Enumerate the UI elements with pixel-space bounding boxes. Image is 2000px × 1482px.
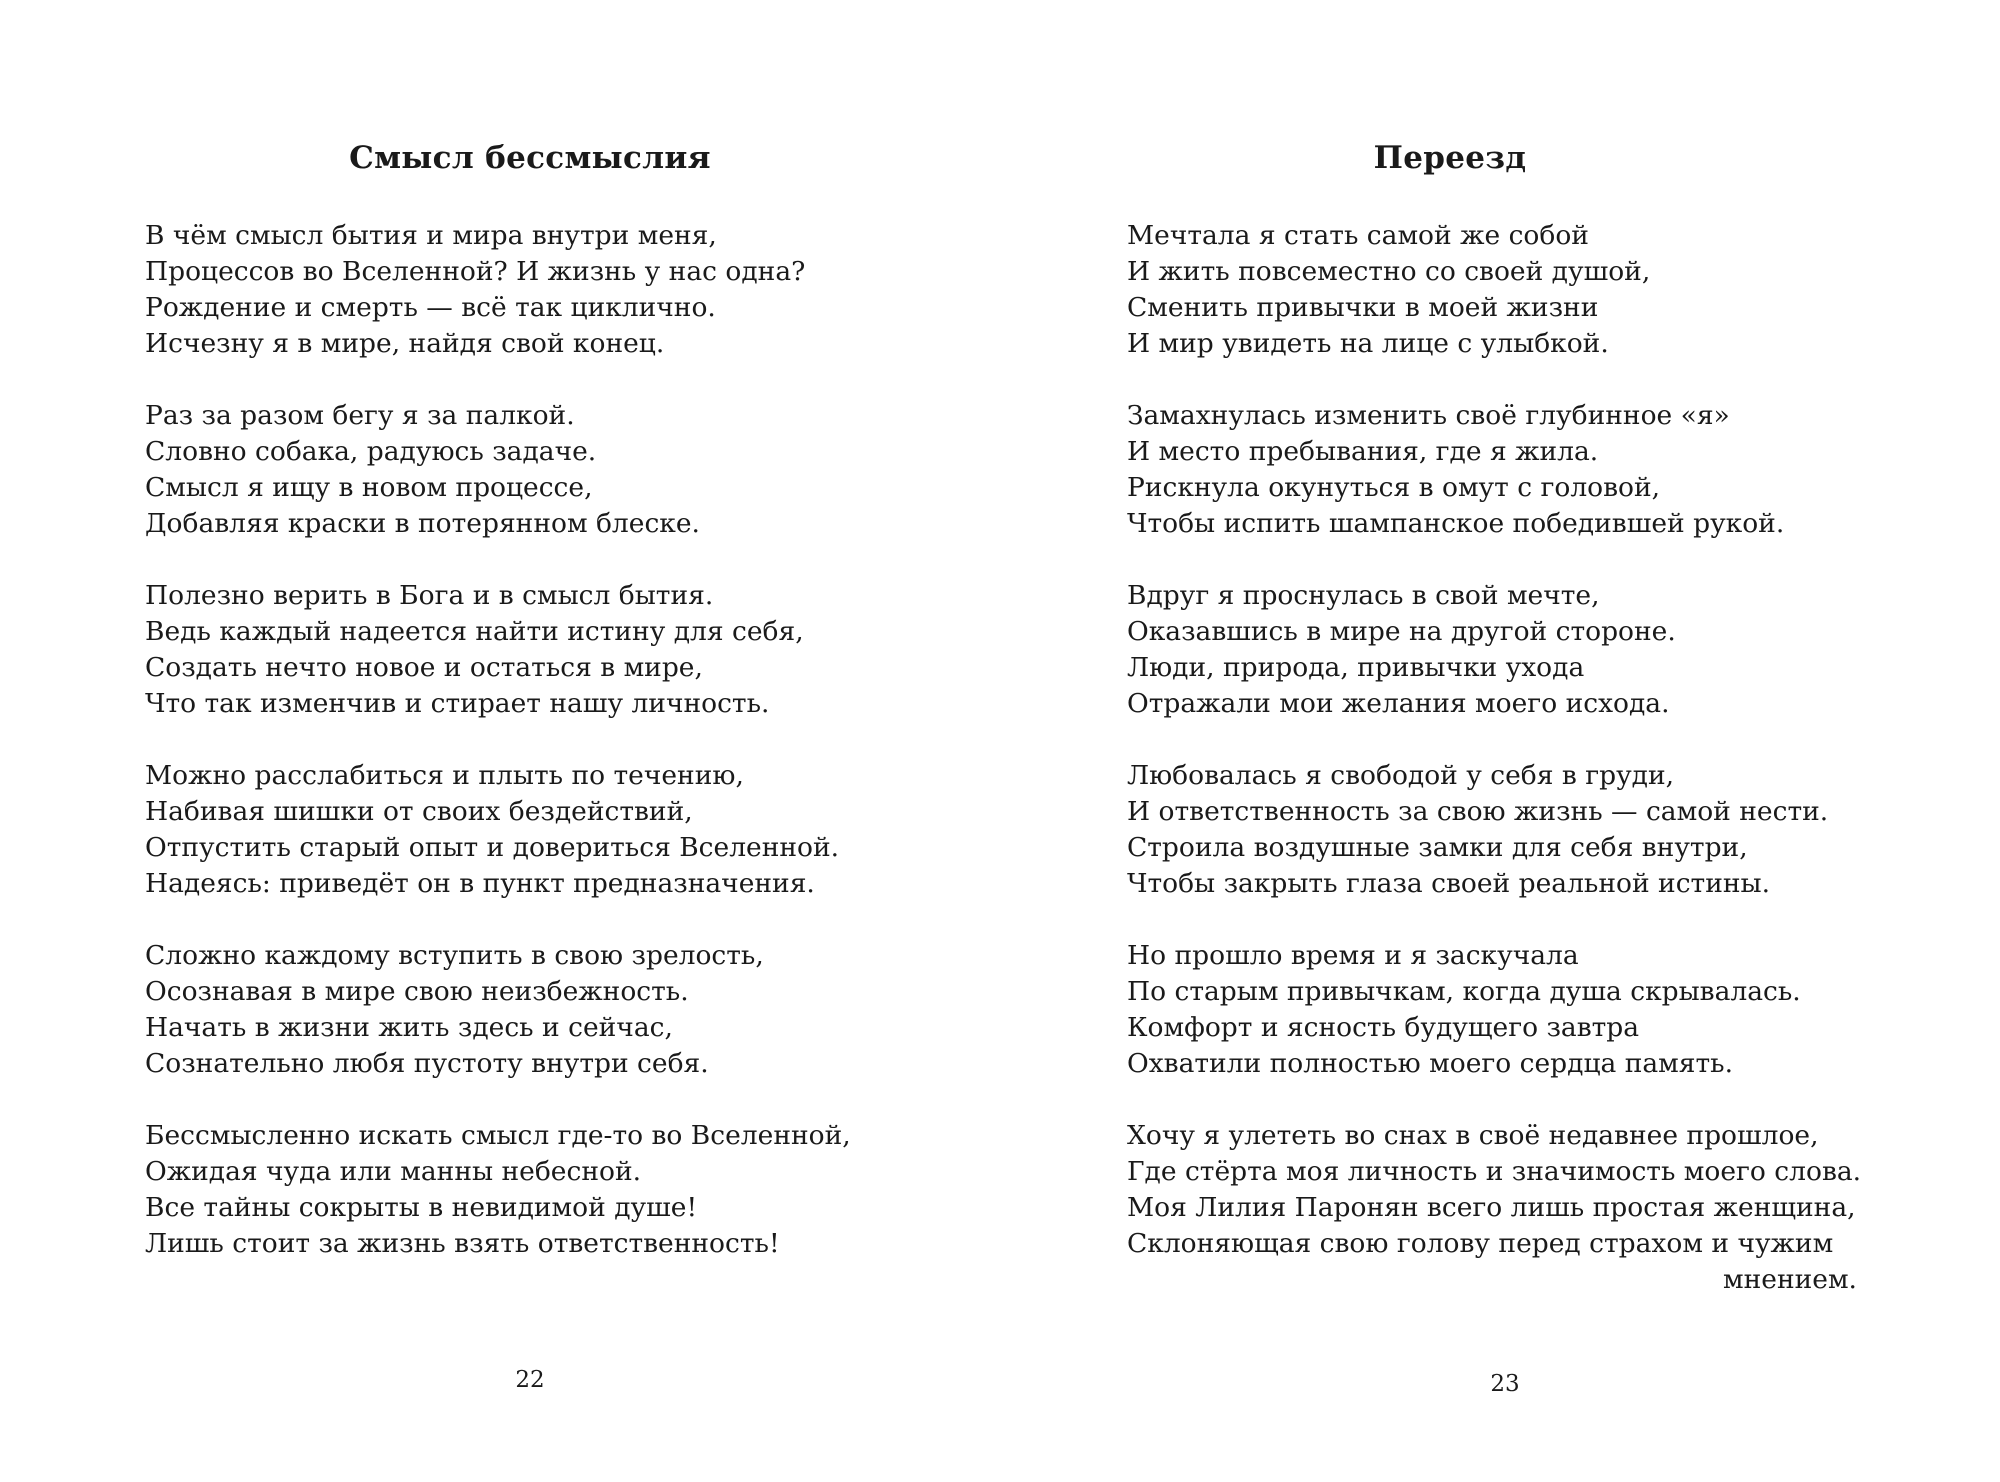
poem-line: Набивая шишки от своих бездействий,: [145, 796, 693, 827]
stanza: [145, 1118, 965, 1262]
poem-body: [145, 218, 965, 1298]
poem-line: Любовалась я свободой у себя в груди,: [1127, 760, 1675, 791]
poem-line: Моя Лилия Паронян всего лишь простая женщина,: [1127, 1192, 1856, 1223]
poem-line: Сменить привычки в моей жизни: [1127, 292, 1599, 323]
stanza: [1127, 578, 1857, 722]
poem-line: Где стёрта моя личность и значимость моего слова.: [1127, 1156, 1862, 1187]
poem-line: Строила воздушные замки для себя внутри,: [1127, 832, 1748, 863]
poem-line: Вдруг я проснулась в свой мечте,: [1127, 580, 1600, 611]
poem-line: Словно собака, радуюсь задаче.: [145, 436, 597, 467]
poem-body: [1127, 218, 1862, 1334]
poem-line: Замахнулась изменить своё глубинное «я»: [1127, 400, 1730, 431]
poem-line: И место пребывания, где я жила.: [1127, 436, 1599, 467]
poem-line: Бессмысленно искать смысл где-то во Вселенной,: [145, 1120, 851, 1151]
poem-line: Надеясь: приведёт он в пункт предназначения.: [145, 868, 815, 899]
stanza: [145, 758, 965, 902]
poem-line: И жить повсеместно со своей душой,: [1127, 256, 1651, 287]
poem-line: Рождение и смерть — всё так циклично.: [145, 292, 716, 323]
poem-line: Лишь стоит за жизнь взять ответственность!: [145, 1228, 780, 1259]
poem-line: В чём смысл бытия и мира внутри меня,: [145, 220, 717, 251]
poem-line: По старым привычкам, когда душа скрывалась.: [1127, 976, 1801, 1007]
poem-line: Полезно верить в Бога и в смысл бытия.: [145, 580, 714, 611]
poem-line: Мечтала я стать самой же собой: [1127, 220, 1589, 251]
poem-title: Смысл бессмыслия: [349, 140, 711, 176]
poem-line: Осознавая в мире свою неизбежность.: [145, 976, 689, 1007]
poem-line: Исчезну я в мире, найдя свой конец.: [145, 328, 665, 359]
poem-line: И ответственность за свою жизнь — самой нести.: [1127, 796, 1829, 827]
poem-line: Рискнула окунуться в омут с головой,: [1127, 472, 1661, 503]
page-number: 23: [1490, 1371, 1520, 1397]
poem-line: Комфорт и ясность будущего завтра: [1127, 1012, 1640, 1043]
stanza: [1127, 1118, 1862, 1298]
poem-line: Процессов во Вселенной? И жизнь у нас одна?: [145, 256, 806, 287]
right-page: [1000, 0, 2000, 1482]
poem-line: Охватили полностью моего сердца память.: [1127, 1048, 1734, 1079]
poem-line: Склоняющая свою голову перед страхом и чужим: [1127, 1228, 1834, 1259]
poem-line: И мир увидеть на лице с улыбкой.: [1127, 328, 1609, 359]
poem-line: Чтобы испить шампанское победившей рукой.: [1127, 508, 1785, 539]
poem-line: Раз за разом бегу я за палкой.: [145, 400, 575, 431]
poem-line: Все тайны сокрыты в невидимой душе!: [145, 1192, 698, 1223]
poem-line: Хочу я улететь во снах в своё недавнее прошлое,: [1127, 1120, 1819, 1151]
poem-line: Ожидая чуда или манны небесной.: [145, 1156, 642, 1187]
poem-line: Ведь каждый надеется найти истину для себя,: [145, 616, 804, 647]
poem-line-continuation: мнением.: [1722, 1264, 1857, 1295]
poem-line: Добавляя краски в потерянном блеске.: [145, 508, 700, 539]
poem-line: Отражали мои желания моего исхода.: [1127, 688, 1670, 719]
poem-line: Смысл я ищу в новом процессе,: [145, 472, 593, 503]
poem-line: Можно расслабиться и плыть по течению,: [145, 760, 744, 791]
stanza: [145, 218, 965, 362]
poem-line: Начать в жизни жить здесь и сейчас,: [145, 1012, 673, 1043]
stanza: [145, 938, 965, 1082]
poem-line: Люди, природа, привычки ухода: [1127, 652, 1585, 683]
stanza: [1127, 218, 1857, 362]
stanza: [1127, 398, 1857, 542]
stanza: [1127, 938, 1857, 1082]
poem-title: Переезд: [1373, 140, 1527, 176]
poem-line: Отпустить старый опыт и довериться Вселенной.: [145, 832, 840, 863]
poem-line: Сложно каждому вступить в свою зрелость,: [145, 940, 764, 971]
page-number: 22: [515, 1367, 545, 1393]
stanza: [145, 578, 965, 722]
stanza: [1127, 758, 1857, 902]
stanza: [145, 398, 965, 542]
poem-line: Чтобы закрыть глаза своей реальной истины.: [1127, 868, 1771, 899]
poem-line: Оказавшись в мире на другой стороне.: [1127, 616, 1676, 647]
poem-line: Создать нечто новое и остаться в мире,: [145, 652, 703, 683]
poem-line: Но прошло время и я заскучала: [1127, 940, 1579, 971]
poem-line: Сознательно любя пустоту внутри себя.: [145, 1048, 709, 1079]
poem-line: Что так изменчив и стирает нашу личность.: [145, 688, 770, 719]
